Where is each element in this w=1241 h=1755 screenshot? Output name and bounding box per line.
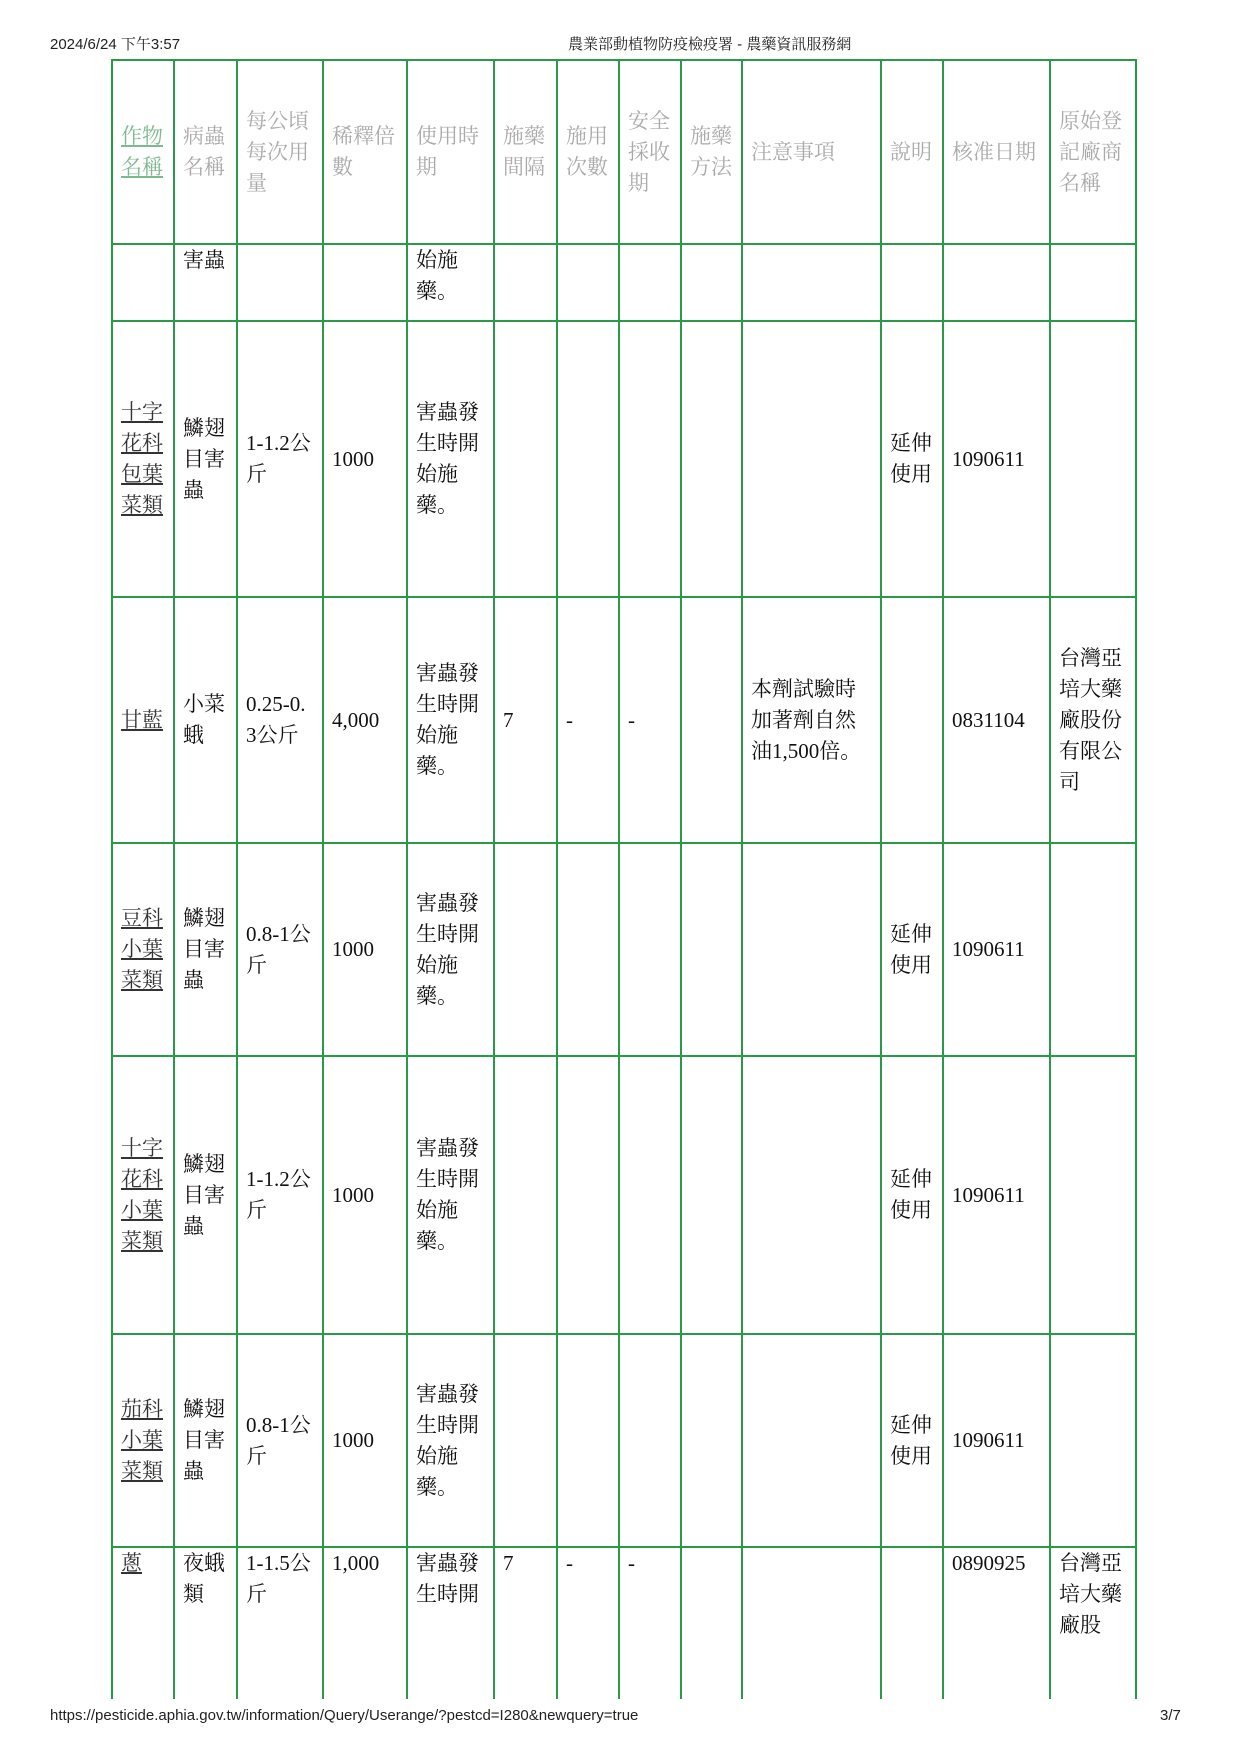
table-cell <box>742 1056 881 1334</box>
table-cell <box>943 843 1050 1056</box>
table-cell <box>681 1334 742 1547</box>
table-cell <box>174 1334 237 1547</box>
table-cell <box>1050 1547 1136 1707</box>
table-cell <box>237 244 323 321</box>
table-cell <box>943 1334 1050 1547</box>
table-cell <box>742 597 881 843</box>
table-cell <box>943 321 1050 597</box>
table-header-row <box>112 60 1136 244</box>
table-cell <box>323 321 407 597</box>
cell-text: 1090611 <box>952 1428 1025 1452</box>
table-cell <box>881 843 943 1056</box>
column-header <box>681 60 742 244</box>
table-cell <box>407 1056 494 1334</box>
table-cell <box>174 843 237 1056</box>
cell-text: 1090611 <box>952 446 1025 471</box>
page-number: 3/7 <box>1160 1707 1181 1724</box>
table-cell <box>619 321 681 597</box>
table-cell <box>112 843 174 1056</box>
table-cell <box>681 1547 742 1707</box>
table-cell <box>407 244 494 321</box>
table-cell <box>494 1334 557 1547</box>
column-header <box>557 60 619 244</box>
table-cell <box>494 1547 557 1707</box>
table-cell <box>742 244 881 321</box>
cell-text: 0.8-1公斤 <box>246 921 311 977</box>
column-header <box>943 60 1050 244</box>
column-header <box>174 60 237 244</box>
cell-text: 0.25-0.3公斤 <box>246 692 306 747</box>
cell-text: 1-1.5公斤 <box>246 1551 311 1606</box>
column-header-label: 使用時期 <box>416 124 479 179</box>
table-cell <box>1050 1334 1136 1547</box>
cell-text: 台灣亞培大藥廠股 <box>1059 1551 1122 1637</box>
table-cell <box>112 1547 174 1707</box>
cell-text: - <box>566 707 573 732</box>
table-cell <box>112 321 174 597</box>
table-cell <box>323 244 407 321</box>
table-cell <box>174 244 237 321</box>
crop-link[interactable]: 茄科小葉菜類 <box>121 1397 163 1483</box>
cell-text: 7 <box>503 1551 514 1575</box>
column-header <box>881 60 943 244</box>
table-cell <box>557 1056 619 1334</box>
table-cell <box>112 1056 174 1334</box>
table-cell <box>619 1334 681 1547</box>
table-cell <box>881 1334 943 1547</box>
cell-text: 延伸使用 <box>890 1412 932 1468</box>
table-cell <box>323 597 407 843</box>
cell-text: 害蟲發生時開始施藥。 <box>416 1136 479 1253</box>
column-header <box>323 60 407 244</box>
table-cell <box>112 244 174 321</box>
cell-text: 鱗翅目害蟲 <box>183 1151 225 1238</box>
table-row <box>112 244 1136 321</box>
table-cell <box>619 244 681 321</box>
cell-text: 4,000 <box>332 707 380 732</box>
cell-text: 本劑試驗時加著劑自然油1,500倍。 <box>751 676 862 763</box>
table-cell <box>943 1056 1050 1334</box>
cell-text: 延伸使用 <box>890 921 932 977</box>
table-cell <box>881 1547 943 1707</box>
cell-text: 0.8-1公斤 <box>246 1412 311 1468</box>
cell-text: 鱗翅目害蟲 <box>183 415 225 502</box>
column-header-label: 注意事項 <box>751 139 835 164</box>
table-cell <box>174 1056 237 1334</box>
column-header <box>494 60 557 244</box>
column-header-label: 核准日期 <box>952 139 1036 164</box>
crop-link[interactable]: 豆科小葉菜類 <box>121 906 163 992</box>
column-header <box>742 60 881 244</box>
cell-text: 1000 <box>332 446 374 471</box>
cell-text: 7 <box>503 707 514 732</box>
cell-text: 1000 <box>332 1428 374 1452</box>
table-cell <box>557 1334 619 1547</box>
table-row <box>112 597 1136 843</box>
column-header-label: 病蟲名稱 <box>183 124 225 179</box>
table-row <box>112 1547 1136 1707</box>
table-cell <box>494 843 557 1056</box>
print-datetime: 2024/6/24 下午3:57 <box>50 36 181 53</box>
column-header-label: 說明 <box>890 139 932 164</box>
cell-text: 夜蛾類 <box>183 1551 225 1606</box>
table-cell <box>681 321 742 597</box>
crop-link[interactable]: 蔥 <box>121 1551 142 1575</box>
table-cell <box>323 1056 407 1334</box>
table-cell <box>557 1547 619 1707</box>
table-cell <box>323 1547 407 1707</box>
table-cell <box>681 843 742 1056</box>
table-cell <box>681 244 742 321</box>
table-cell <box>681 597 742 843</box>
table-cell <box>742 1334 881 1547</box>
table-cell <box>557 244 619 321</box>
table-cell <box>881 321 943 597</box>
cell-text: 延伸使用 <box>890 1167 932 1222</box>
cell-text: 害蟲發生時開 <box>416 1551 479 1606</box>
table-cell <box>943 244 1050 321</box>
table-cell <box>1050 843 1136 1056</box>
table-cell <box>881 1056 943 1334</box>
table-cell <box>237 1334 323 1547</box>
column-header-label: 施用次數 <box>566 124 608 179</box>
table-cell <box>742 321 881 597</box>
cell-text: 台灣亞培大藥廠股份有限公司 <box>1059 645 1122 794</box>
table-cell <box>494 321 557 597</box>
table-cell <box>619 843 681 1056</box>
cell-text: 害蟲發生時開始施藥。 <box>416 400 479 517</box>
table-row <box>112 843 1136 1056</box>
table-cell <box>112 1334 174 1547</box>
cell-text: - <box>566 1551 573 1575</box>
crop-link[interactable]: 十字花科小葉菜類 <box>121 1136 163 1253</box>
column-header <box>407 60 494 244</box>
column-header-label: 原始登記廠商名稱 <box>1059 108 1122 195</box>
table-cell <box>881 597 943 843</box>
cell-text: 1000 <box>332 1182 374 1207</box>
column-header-label: 稀釋倍數 <box>332 124 395 179</box>
table-cell <box>323 843 407 1056</box>
table-cell <box>407 597 494 843</box>
cell-text: 1090611 <box>952 937 1025 961</box>
cell-text: 鱗翅目害蟲 <box>183 906 225 992</box>
cell-text: 害蟲發生時開始施藥。 <box>416 1381 479 1499</box>
column-header-label: 施藥方法 <box>690 124 732 179</box>
table-row <box>112 1334 1136 1547</box>
cell-text: 1090611 <box>952 1182 1025 1207</box>
table-cell <box>494 597 557 843</box>
table-cell <box>237 597 323 843</box>
column-header-label: 安全採收期 <box>628 108 670 195</box>
cell-text: 0890925 <box>952 1551 1026 1575</box>
cell-text: 害蟲 <box>183 248 225 272</box>
table-cell <box>1050 244 1136 321</box>
table-cell <box>494 1056 557 1334</box>
table-cell <box>237 321 323 597</box>
table-cell <box>742 843 881 1056</box>
pesticide-usage-table <box>111 59 1137 1708</box>
table-row <box>112 321 1136 597</box>
cell-text: - <box>628 707 635 732</box>
table-cell <box>943 1547 1050 1707</box>
cell-text: - <box>628 1551 635 1575</box>
column-header <box>237 60 323 244</box>
table-cell <box>174 597 237 843</box>
table-cell <box>174 1547 237 1707</box>
table-cell <box>112 597 174 843</box>
column-header[interactable] <box>112 60 174 244</box>
page-url: https://pesticide.aphia.gov.tw/information/Query/Userange/?pestcd=I280&newquery=true <box>50 1707 639 1724</box>
table-cell <box>943 597 1050 843</box>
table-cell <box>1050 321 1136 597</box>
crop-link[interactable]: 十字花科包葉菜類 <box>121 400 163 517</box>
cell-text: 1-1.2公斤 <box>246 1167 311 1222</box>
crop-link[interactable]: 甘藍 <box>121 707 163 732</box>
cell-text: 1000 <box>332 937 374 961</box>
cell-text: 鱗翅目害蟲 <box>183 1397 225 1483</box>
column-header-label: 每公頃每次用量 <box>246 108 309 195</box>
table-cell <box>407 1334 494 1547</box>
table-cell <box>174 321 237 597</box>
page-title: 農業部動植物防疫檢疫署 - 農藥資訊服務網 <box>568 36 852 53</box>
table-cell <box>237 843 323 1056</box>
table-cell <box>407 1547 494 1707</box>
table-cell <box>619 597 681 843</box>
table-cell <box>1050 1056 1136 1334</box>
cell-text: 害蟲發生時開始施藥。 <box>416 890 479 1008</box>
cell-text: 延伸使用 <box>890 431 932 486</box>
cell-text: 害蟲發生時開始施藥。 <box>416 661 479 778</box>
table-cell <box>681 1056 742 1334</box>
table-cell <box>619 1056 681 1334</box>
table-cell <box>619 1547 681 1707</box>
sort-crop-link[interactable]: 作物名稱 <box>121 124 163 179</box>
table-cell <box>557 321 619 597</box>
table-cell <box>1050 597 1136 843</box>
column-header <box>619 60 681 244</box>
table-cell <box>557 843 619 1056</box>
cell-text: 1,000 <box>332 1551 380 1575</box>
table-cell <box>881 244 943 321</box>
table-cell <box>407 843 494 1056</box>
table-cell <box>557 597 619 843</box>
cell-text: 始施藥。 <box>416 248 458 303</box>
column-header-label: 施藥間隔 <box>503 124 545 179</box>
cell-text: 0831104 <box>952 707 1025 732</box>
column-header <box>1050 60 1136 244</box>
table-row <box>112 1056 1136 1334</box>
table-cell <box>742 1547 881 1707</box>
table-cell <box>237 1547 323 1707</box>
cell-text: 1-1.2公斤 <box>246 431 311 486</box>
table-cell <box>323 1334 407 1547</box>
table-cell <box>237 1056 323 1334</box>
table-cell <box>494 244 557 321</box>
table-cell <box>407 321 494 597</box>
cell-text: 小菜蛾 <box>183 692 225 747</box>
